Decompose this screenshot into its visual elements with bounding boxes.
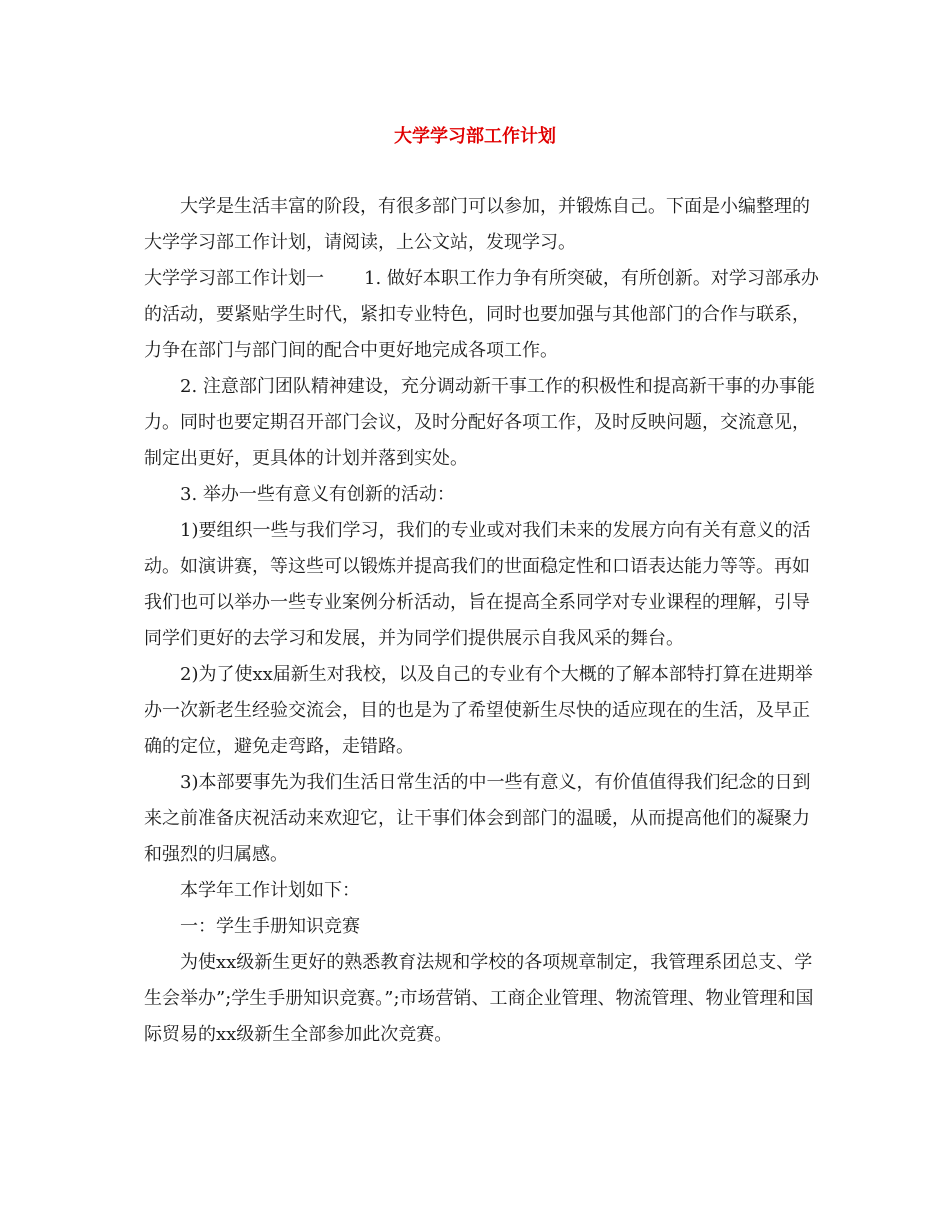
- document-body: [144, 189, 824, 1053]
- plan-item-3: 3. 举办一些有意义有创新的活动：: [180, 484, 455, 505]
- plan-item-2: 2. 注意部门团队精神建设，充分调动新干事工作的积极性和提高新干事的办事能力。同时也要定期召开部门会议，及时分配好各项工作，及时反映问题，交流意见，制定出更好，更具体的计划并落到实处。: [144, 376, 815, 469]
- yearly-plan-intro: 本学年工作计划如下：: [180, 880, 360, 901]
- plan-item-1: 1. 做好本职工作力争有所突破，有所创新。对学习部承办的活动，要紧贴学生时代，紧扣专业特色，同时也要加强与其他部门的合作与联系，力争在部门与部门间的配合中更好地完成各项工作。: [144, 268, 819, 361]
- document-title: 大学学习部工作计划: [394, 126, 556, 147]
- plan-heading: 大学学习部工作计划一: [144, 268, 324, 289]
- sub-item-1: 1)要组织一些与我们学习，我们的专业或对我们未来的发展方向有关有意义的活动。如演讲赛，等这些可以锻炼并提高我们的世面稳定性和口语表达能力等等。再如我们也可以举办一些专业案例分析活动，旨在提高全系同学对专业课程的理解，引导同学们更好的去学习和发展，并为同学们提供展示自我风采的舞台。: [144, 520, 811, 649]
- sub-item-3: 3)本部要事先为我们生活日常生活的中一些有意义，有价值值得我们纪念的日到来之前准备庆祝活动来欢迎它，让干事们体会到部门的温暖，从而提高他们的凝聚力和强烈的归属感。: [144, 772, 811, 865]
- sub-item-2: 2)为了使xx届新生对我校，以及自己的专业有个大概的了解本部特打算在进期举办一次新老生经验交流会，目的也是为了希望使新生尽快的适应现在的生活，及早正确的定位，避免走弯路，走错路。: [144, 664, 813, 757]
- plan-one-paragraph: [144, 261, 824, 369]
- competition-paragraph: 为使xx级新生更好的熟悉教育法规和学校的各项规章制定，我管理系团总支、学生会举办”;学生手册知识竞赛。”;市场营销、工商企业管理、物流管理、物业管理和国际贸易的xx级新生全部参加此次竞赛。: [144, 952, 814, 1045]
- intro-paragraph: 大学是生活丰富的阶段，有很多部门可以参加，并锻炼自己。下面是小编整理的大学学习部工作计划，请阅读，上公文站，发现学习。: [144, 196, 810, 253]
- section-heading-1: 一：学生手册知识竞赛: [180, 916, 360, 937]
